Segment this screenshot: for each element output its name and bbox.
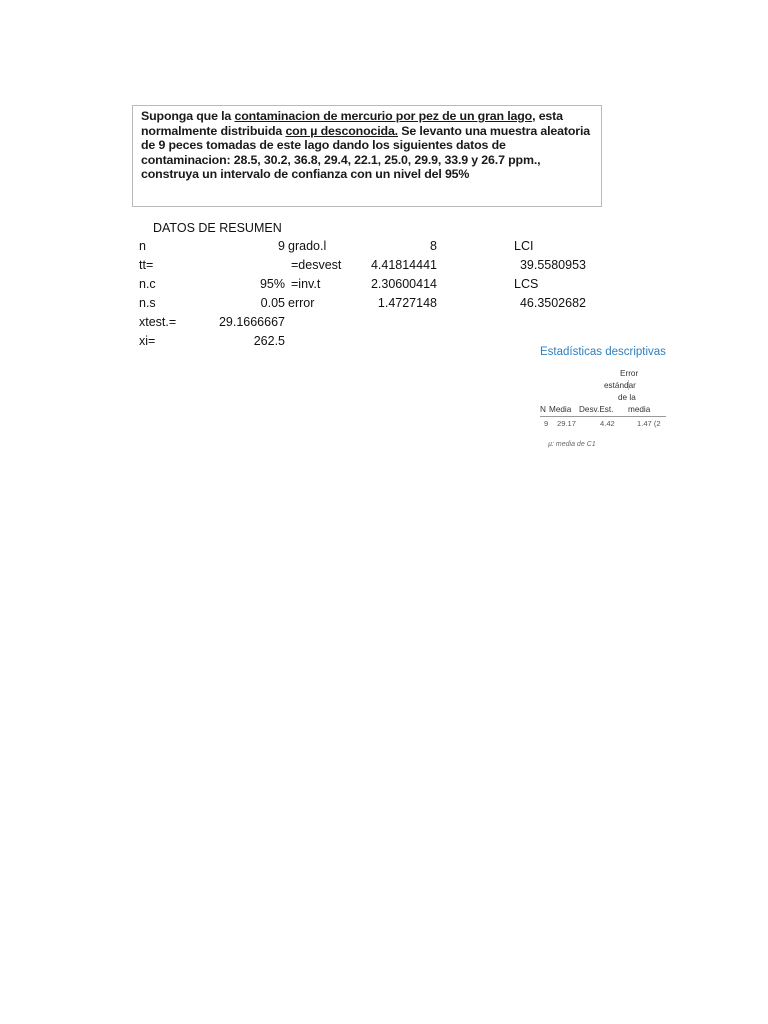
cell-label: =desvest xyxy=(291,258,342,272)
stats-header-media: Media xyxy=(549,405,572,414)
cell-label: n.s xyxy=(139,296,156,310)
stats-header-error-2: estándar xyxy=(604,381,636,390)
cell-value: 9 xyxy=(278,239,285,253)
cell-label: xi= xyxy=(139,334,156,348)
cell-label: LCS xyxy=(514,277,539,291)
cell-value: 29.1666667 xyxy=(218,315,285,329)
stats-header-n: N xyxy=(540,405,546,414)
cell-value: 95% xyxy=(259,277,285,291)
stats-title: Estadísticas descriptivas xyxy=(540,346,666,358)
problem-text-2: , esta normalmente distribuida xyxy=(141,109,563,138)
cell-label: tt= xyxy=(139,258,154,272)
problem-text-3: Se levanto una muestra aleatoria de 9 peces tomadas de este lago dando los siguientes datos de contaminacion: 28.5, 30.2, 36.8, 29.4, 22.1, 25.0, 29.9, 33.9 y 26.7 ppm., construya un intervalo de confianza con un nivel del 95% xyxy=(141,123,590,182)
stats-header-error-1: Error xyxy=(620,369,639,378)
cell-label: error xyxy=(288,296,315,310)
cell-value: 262.5 xyxy=(253,334,285,348)
stats-note: µ: media de C1 xyxy=(548,441,596,448)
descriptive-stats-panel xyxy=(536,346,666,456)
cell-label: n xyxy=(139,239,146,253)
cell-value: 8 xyxy=(430,239,437,253)
stats-value-n: 9 xyxy=(544,419,549,428)
summary-heading: DATOS DE RESUMEN xyxy=(153,221,282,235)
cell-value: 0.05 xyxy=(260,296,285,310)
cell-label: =inv.t xyxy=(291,277,321,291)
stats-value-media: 29.17 xyxy=(557,419,577,428)
cell-value: 4.41814441 xyxy=(370,258,437,272)
problem-text-1: Suponga que la xyxy=(141,109,235,123)
cell-value: 1.4727148 xyxy=(377,296,437,310)
stats-header-rule xyxy=(540,416,666,417)
cell-label: n.c xyxy=(139,277,156,291)
stats-value-error: 1.47 (2 xyxy=(637,419,661,428)
stats-header-error-4: media xyxy=(628,405,651,414)
stats-value-desv: 4.42 xyxy=(600,419,615,428)
cell-value: 39.5580953 xyxy=(519,258,586,272)
stats-column-divider xyxy=(628,380,630,390)
cell-label: xtest.= xyxy=(139,315,177,329)
problem-text-underlined-2: con µ desconocida. xyxy=(285,123,398,138)
cell-value: 2.30600414 xyxy=(370,277,437,291)
stats-header-desv: Desv.Est. xyxy=(579,405,614,414)
cell-label: LCI xyxy=(514,239,534,253)
problem-text-underlined-1: contaminacion de mercurio por pez de un gran lago xyxy=(234,109,533,123)
stats-header-error-3: de la xyxy=(618,393,636,402)
cell-value: 46.3502682 xyxy=(519,296,586,310)
problem-statement-box xyxy=(132,105,602,207)
cell-label: grado.l xyxy=(288,239,327,253)
